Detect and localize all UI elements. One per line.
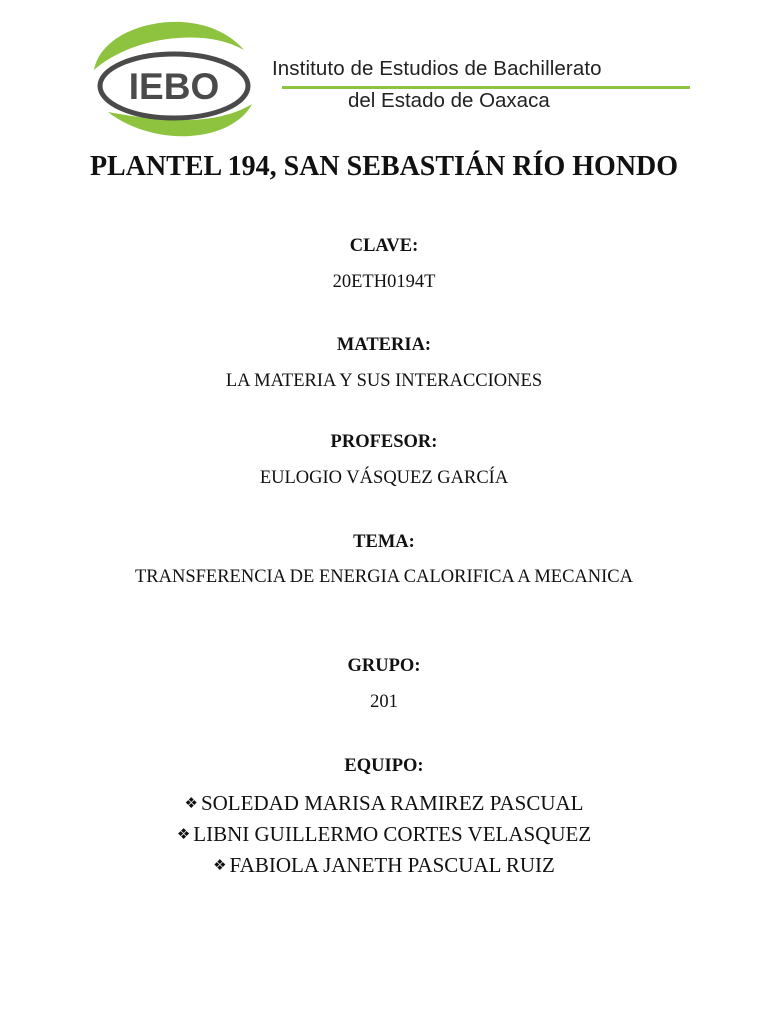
profesor-label: PROFESOR: <box>330 432 438 452</box>
team-member-name: FABIOLA JANETH PASCUAL RUIZ <box>229 853 555 877</box>
diamond-bullet-icon: ❖ <box>184 794 198 812</box>
profesor-value: EULOGIO VÁSQUEZ GARCÍA <box>259 468 509 488</box>
tema-label: TEMA: <box>353 532 415 552</box>
institution-name-line2: del Estado de Oaxaca <box>348 89 550 112</box>
header <box>0 0 768 150</box>
team-member <box>0 820 768 851</box>
materia-value: LA MATERIA Y SUS INTERACCIONES <box>225 371 543 391</box>
page-title: PLANTEL 194, SAN SEBASTIÁN RÍO HONDO <box>89 151 679 182</box>
team-member-list <box>0 789 768 882</box>
team-member-name: SOLEDAD MARISA RAMIREZ PASCUAL <box>200 791 584 815</box>
logo-text: IEBO <box>128 66 220 107</box>
materia-label: MATERIA: <box>336 335 432 355</box>
institution-name-line1: Instituto de Estudios de Bachillerato <box>272 57 602 80</box>
clave-label: CLAVE: <box>349 236 419 256</box>
team-member <box>0 851 768 882</box>
clave-value: 20ETH0194T <box>332 272 436 292</box>
grupo-label: GRUPO: <box>347 656 421 676</box>
iebo-logo <box>86 16 260 142</box>
team-member-name: LIBNI GUILLERMO CORTES VELASQUEZ <box>193 822 592 846</box>
diamond-bullet-icon: ❖ <box>176 825 191 843</box>
team-member <box>0 789 768 820</box>
diamond-bullet-icon: ❖ <box>213 856 227 874</box>
grupo-value: 201 <box>370 692 398 712</box>
equipo-label: EQUIPO: <box>344 756 424 776</box>
tema-value: TRANSFERENCIA DE ENERGIA CALORIFICA A MECANICA <box>134 567 633 587</box>
